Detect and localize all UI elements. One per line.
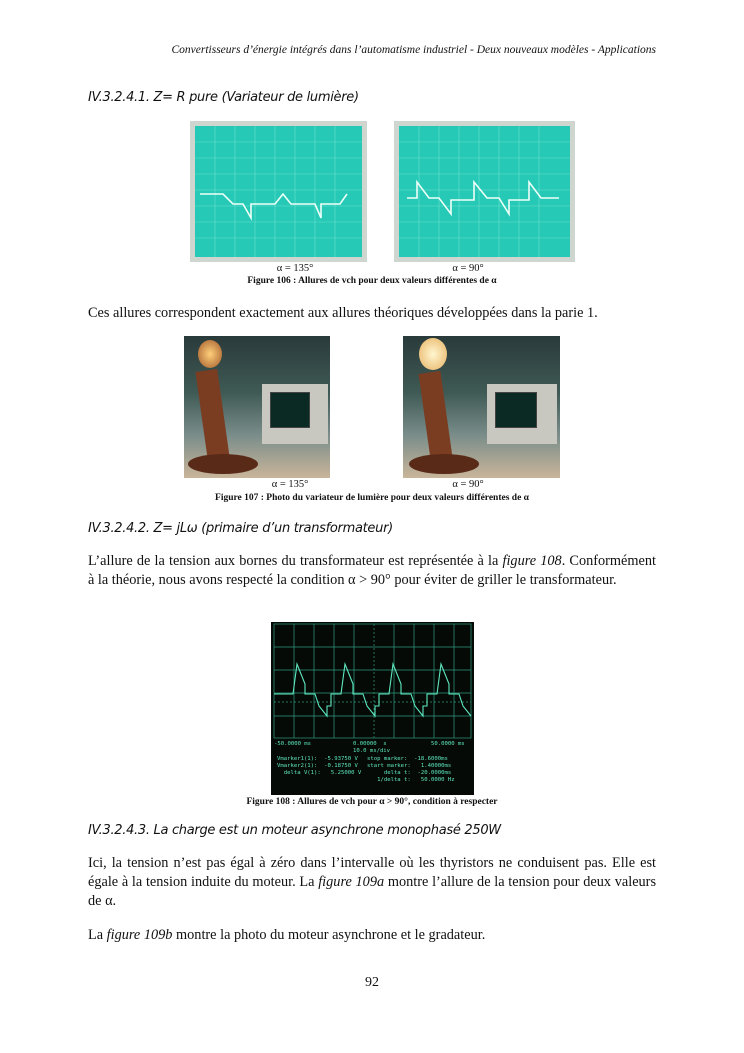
figure-caption: Figure 107 : Photo du variateur de lumière pour deux valeurs différentes de α bbox=[215, 493, 529, 503]
section-heading: IV.3.2.4.3. La charge est un moteur asynchrone monophasé 250W bbox=[88, 823, 501, 838]
paragraph: La figure 109b montre la photo du moteur asynchrone et le gradateur. bbox=[88, 927, 486, 943]
photo-dimmer-135 bbox=[184, 336, 330, 478]
figure-caption: Figure 108 : Allures de vch pour α > 90°, condition à respecter bbox=[246, 797, 498, 807]
running-header: Convertisseurs d’énergie intégrés dans l’automatisme industriel - Deux nouveaux modèles - Applications bbox=[171, 44, 656, 56]
section-heading: IV.3.2.4.1. Z= R pure (Variateur de lumière) bbox=[88, 90, 359, 105]
paragraph: Ici, la tension n’est pas égal à zéro dans l’intervalle où les thyristors ne conduisent pas. Elle est égale à la tension induite du moteur. La figure 109a montre l’allure de la tension pour deux valeurs de α. bbox=[88, 855, 657, 909]
figure-reference: figure 109a bbox=[318, 874, 385, 890]
photo-dimmer-90 bbox=[403, 336, 560, 478]
figure-caption: Figure 106 : Allures de vch pour deux valeurs différentes de α bbox=[247, 276, 497, 286]
oscilloscope-image-135 bbox=[190, 121, 367, 262]
figure-label: α = 90° bbox=[452, 263, 484, 274]
figure-label: α = 135° bbox=[276, 263, 314, 274]
figure-reference: figure 108 bbox=[502, 553, 562, 569]
paragraph: L’allure de la tension aux bornes du transformateur est représentée à la figure 108. Conformément à la théorie, nous avons respecté la condition α > 90° pour éviter de griller le transformateur. bbox=[88, 553, 656, 588]
page-number: 92 bbox=[365, 975, 379, 990]
figure-reference: figure 109b bbox=[106, 927, 173, 943]
oscilloscope-image-90 bbox=[394, 121, 575, 262]
figure-label: α = 135° bbox=[271, 479, 309, 490]
oscilloscope-image-transformer: -50.0000 ms 0.00000 s 10.0 ms/div 50.0000 ms Vmarker1(1): -5.93750 V Vmarker2(1): -0.18750 V delta V(1): 5.25000 V stop marker: -18.6000ms start marker: 1.40000ms delta t: -20.0000ms 1/delta t: 50.0000 Hz bbox=[271, 622, 474, 795]
section-heading: IV.3.2.4.2. Z= jLω (primaire d’un transformateur) bbox=[88, 521, 393, 536]
figure-label: α = 90° bbox=[452, 479, 484, 490]
paragraph: Ces allures correspondent exactement aux allures théoriques développées dans la parie 1. bbox=[88, 305, 598, 321]
